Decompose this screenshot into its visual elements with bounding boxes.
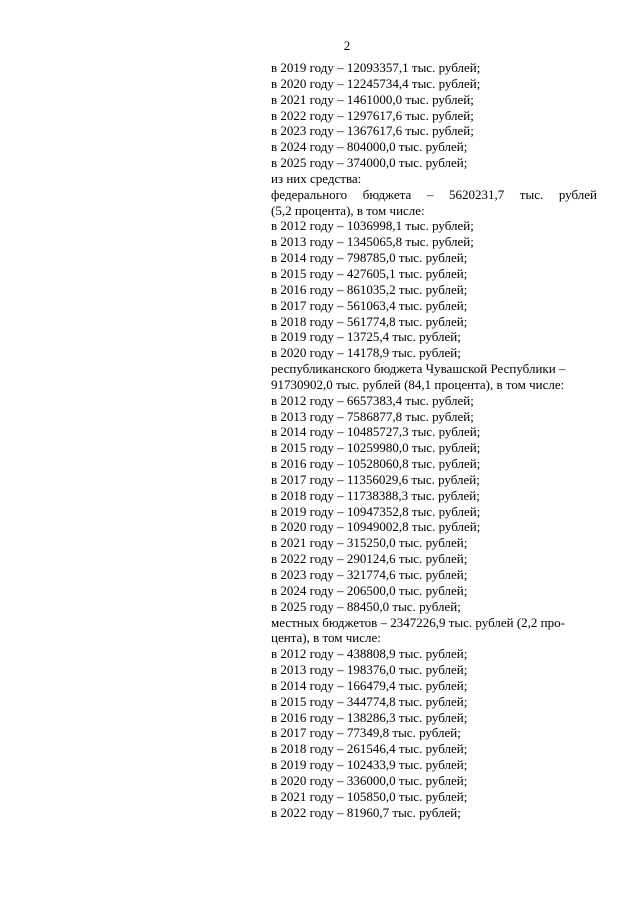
- text-line: в 2016 году – 138286,3 тыс. рублей;: [271, 709, 468, 725]
- text-line: в 2016 году – 10528060,8 тыс. рублей;: [271, 456, 481, 472]
- text-line: в 2022 году – 290124,6 тыс. рублей;: [271, 551, 468, 567]
- text-line: в 2018 году – 561774,8 тыс. рублей;: [271, 313, 468, 329]
- text-line: в 2019 году – 10947352,8 тыс. рублей;: [271, 503, 481, 519]
- text-line: в 2015 году – 427605,1 тыс. рублей;: [271, 265, 468, 281]
- text-line: в 2015 году – 344774,8 тыс. рублей;: [271, 693, 468, 709]
- page-number: 2: [343, 38, 351, 53]
- text-line: в 2024 году – 206500,0 тыс. рублей;: [271, 582, 468, 598]
- text-line: республиканского бюджета Чувашской Республики –: [271, 361, 566, 377]
- text-line: в 2020 году – 14178,9 тыс. рублей;: [271, 345, 461, 361]
- text-line: в 2018 году – 261546,4 тыс. рублей;: [271, 741, 468, 757]
- text-line: в 2025 году – 88450,0 тыс. рублей;: [271, 598, 461, 614]
- budget-text: [271, 60, 597, 821]
- text-line: в 2013 году – 7586877,8 тыс. рублей;: [271, 408, 474, 424]
- text-line: в 2017 году – 11356029,6 тыс. рублей;: [271, 471, 480, 487]
- text-line: в 2015 году – 10259980,0 тыс. рублей;: [271, 440, 481, 456]
- text-line: в 2012 году – 438808,9 тыс. рублей;: [271, 646, 468, 662]
- text-line: в 2014 году – 798785,0 тыс. рублей;: [271, 250, 468, 266]
- text-line: в 2022 году – 1297617,6 тыс. рублей;: [271, 107, 474, 123]
- text-line: в 2013 году – 198376,0 тыс. рублей;: [271, 662, 468, 678]
- text-line: в 2023 году – 1367617,6 тыс. рублей;: [271, 123, 474, 139]
- text-line: в 2019 году – 12093357,1 тыс. рублей;: [271, 60, 481, 75]
- text-line: в 2021 году – 1461000,0 тыс. рублей;: [271, 91, 474, 107]
- text-line: цента), в том числе:: [271, 630, 381, 646]
- text-line: в 2019 году – 13725,4 тыс. рублей;: [271, 329, 461, 345]
- text-line: в 2016 году – 861035,2 тыс. рублей;: [271, 281, 468, 297]
- text-line: в 2017 году – 77349,8 тыс. рублей;: [271, 725, 461, 741]
- text-line: в 2021 году – 315250,0 тыс. рублей;: [271, 535, 468, 551]
- text-line: в 2013 году – 1345065,8 тыс. рублей;: [271, 234, 474, 250]
- text-line: в 2012 году – 1036998,1 тыс. рублей;: [271, 218, 474, 234]
- text-line: 91730902,0 тыс. рублей (84,1 процента), в том числе:: [271, 376, 565, 392]
- text-line: в 2022 году – 81960,7 тыс. рублей;: [271, 804, 461, 820]
- text-line: в 2017 году – 561063,4 тыс. рублей;: [271, 297, 468, 313]
- text-line: в 2020 году – 10949002,8 тыс. рублей;: [271, 519, 481, 535]
- text-line: в 2012 году – 6657383,4 тыс. рублей;: [271, 392, 474, 408]
- text-line: в 2025 году – 374000,0 тыс. рублей;: [271, 155, 468, 171]
- text-line: в 2019 году – 102433,9 тыс. рублей;: [271, 757, 468, 773]
- text-line: федерального бюджета – 5620231,7 тыс. рублей: [271, 186, 597, 202]
- text-line: местных бюджетов – 2347226,9 тыс. рублей (2,2 про-: [271, 614, 565, 630]
- text-line: из них средства:: [271, 170, 362, 186]
- text-line: в 2023 году – 321774,6 тыс. рублей;: [271, 567, 468, 582]
- text-line: в 2020 году – 12245734,4 тыс. рублей;: [271, 75, 481, 91]
- text-line: в 2020 году – 336000,0 тыс. рублей;: [271, 772, 468, 788]
- text-line: в 2024 году – 804000,0 тыс. рублей;: [271, 139, 468, 155]
- text-line: в 2021 году – 105850,0 тыс. рублей;: [271, 788, 468, 804]
- text-line: в 2014 году – 166479,4 тыс. рублей;: [271, 677, 468, 693]
- text-line: в 2014 году – 10485727,3 тыс. рублей;: [271, 424, 481, 440]
- text-line: (5,2 процента), в том числе:: [271, 202, 425, 218]
- text-line: в 2018 году – 11738388,3 тыс. рублей;: [271, 487, 480, 503]
